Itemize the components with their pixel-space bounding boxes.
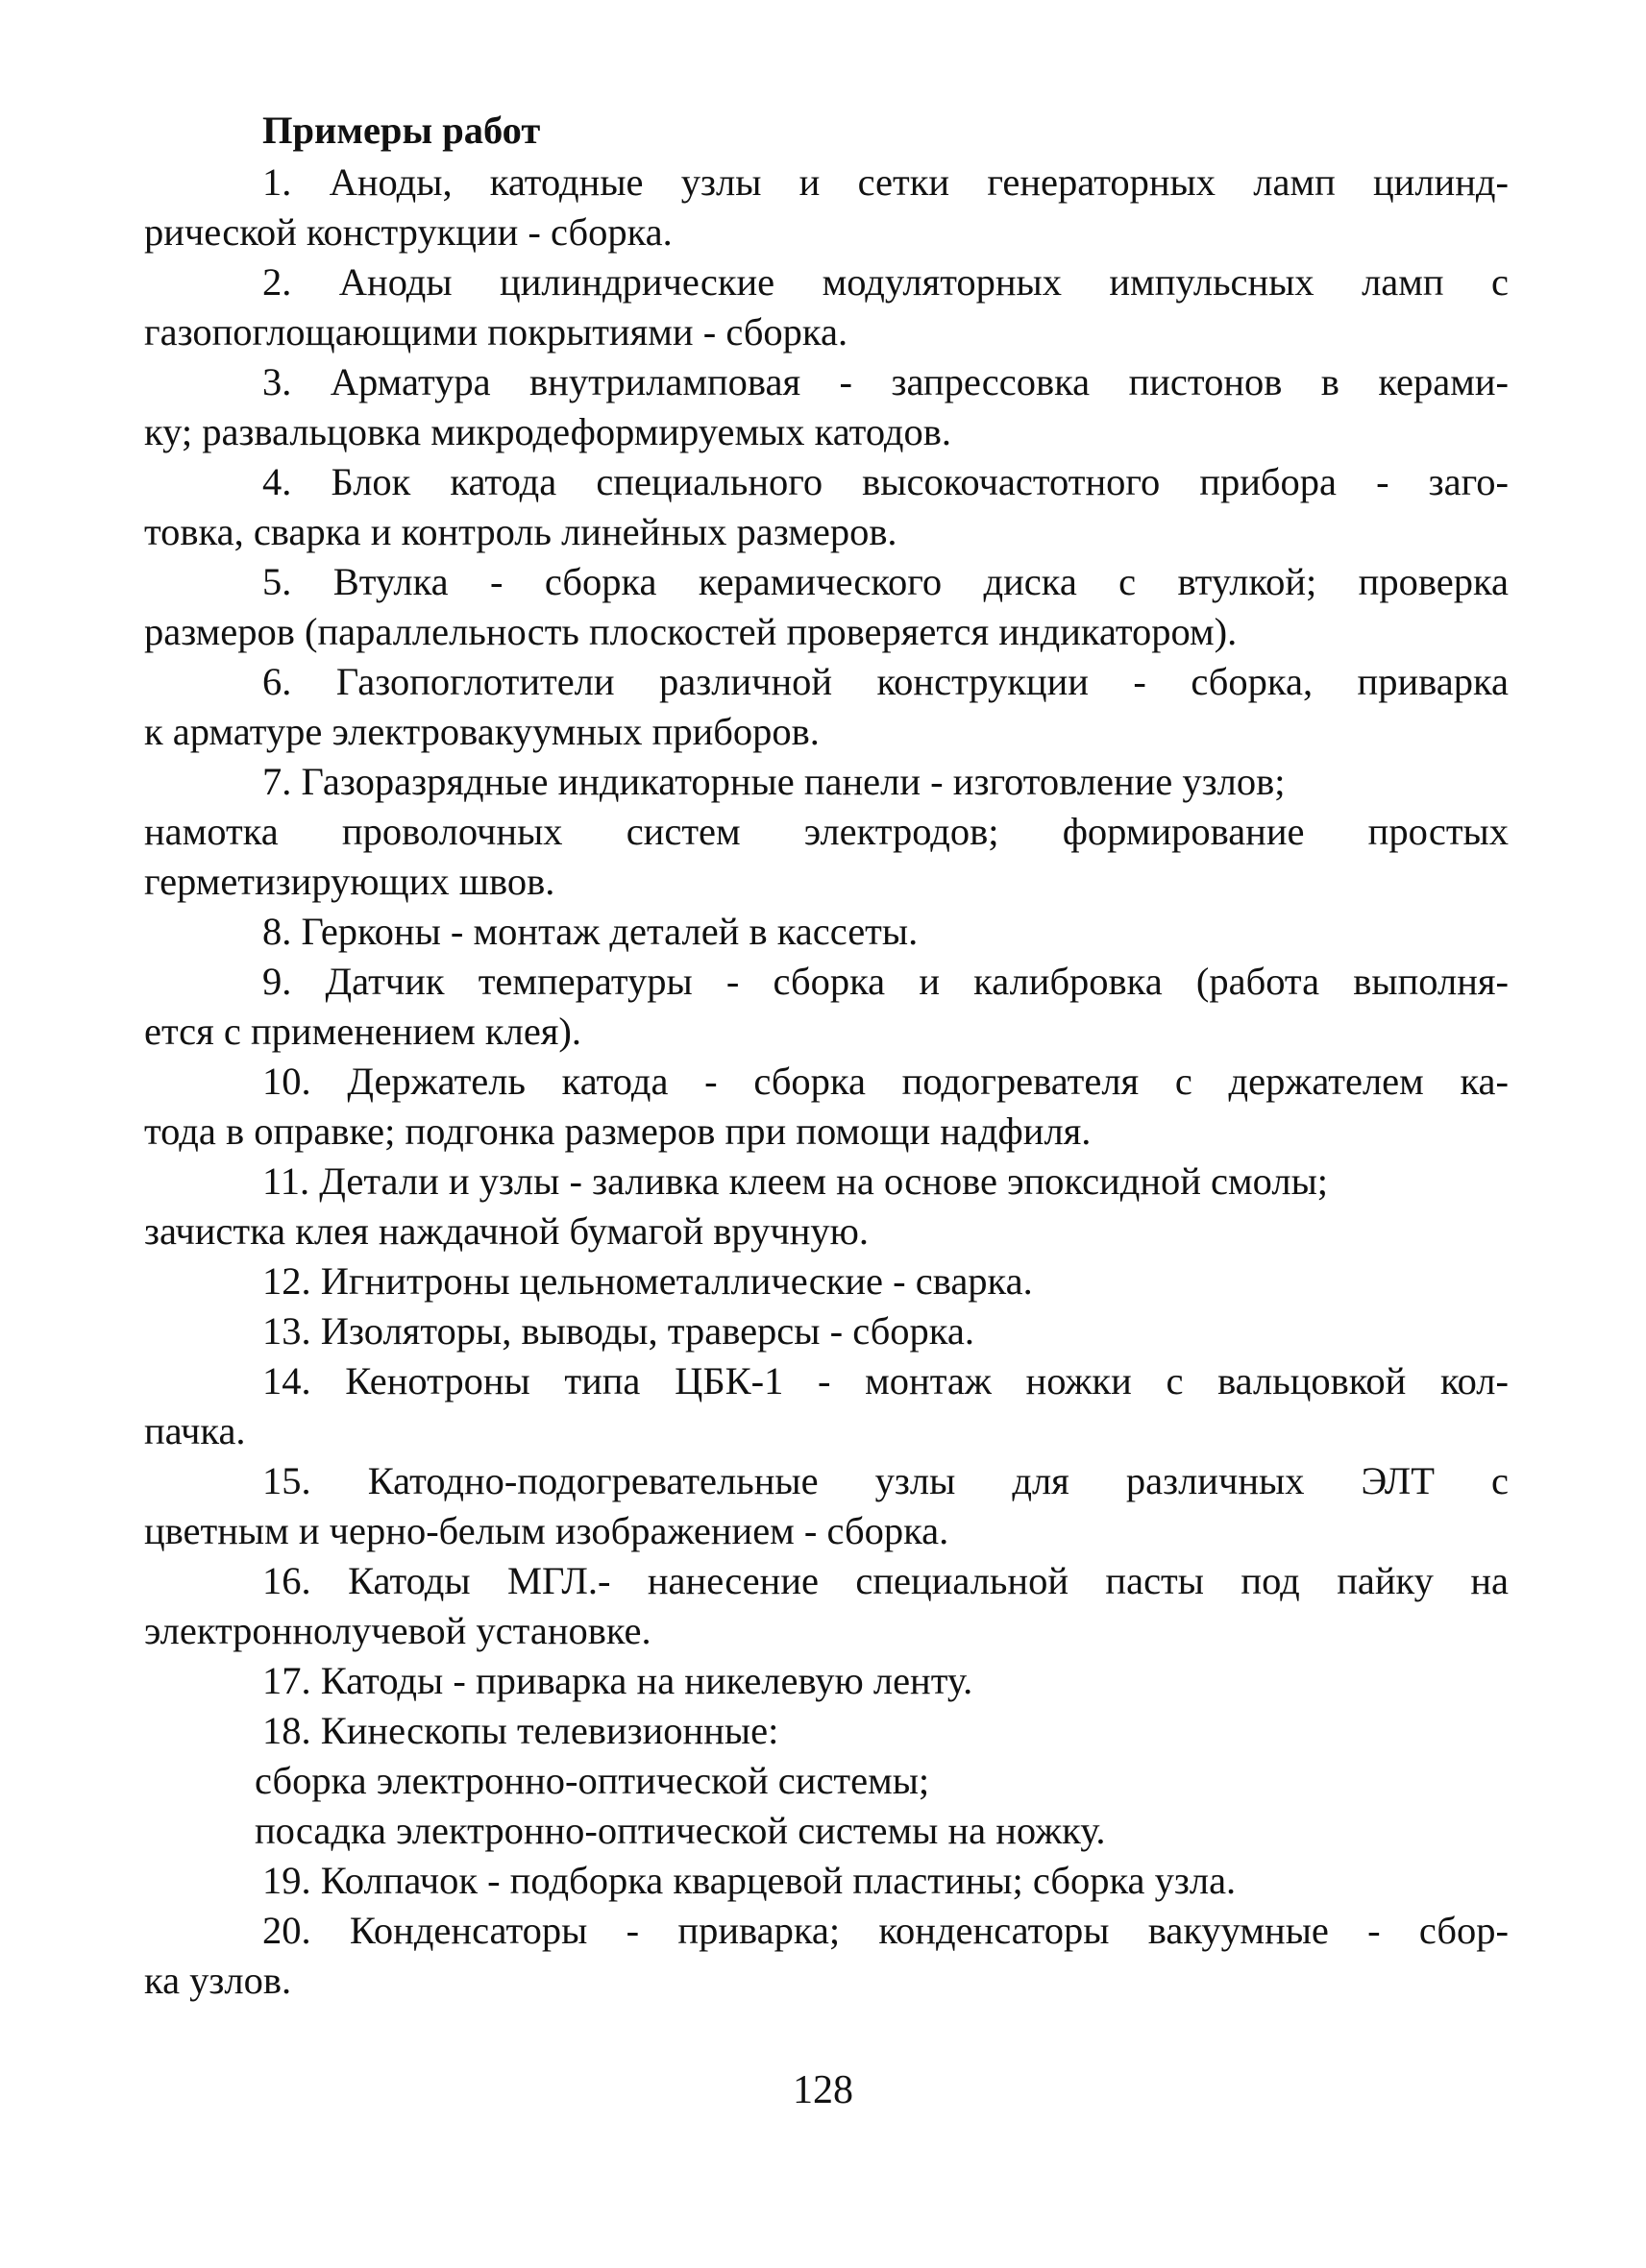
item-first-line: 6. Газопоглотители различной конструкции - сборка, приварка: [262, 660, 1509, 703]
work-example-item: [144, 1306, 1509, 1356]
work-example-item: [144, 257, 1509, 357]
item-sub-line: сборка электронно-оптической системы;: [255, 1759, 930, 1802]
item-first-line: 1. Аноды, катодные узлы и сетки генераторных ламп цилинд-: [262, 160, 1509, 204]
work-example-item: [144, 1656, 1509, 1706]
work-example-item: [144, 1556, 1509, 1656]
page-number: 128: [793, 2068, 853, 2112]
work-example-item: [144, 1157, 1509, 1256]
work-example-item: [144, 1356, 1509, 1456]
work-example-item: [144, 757, 1509, 907]
item-first-line: 19. Колпачок - подборка кварцевой пластины; сборка узла.: [262, 1859, 1237, 1902]
item-sub-line: посадка электронно-оптической системы на ножку.: [255, 1809, 1106, 1852]
item-continuation-line: размеров (параллельность плоскостей проверяется индикатором).: [144, 610, 1238, 653]
item-first-line: 13. Изоляторы, выводы, траверсы - сборка.: [262, 1309, 974, 1353]
work-example-item: [144, 1456, 1509, 1556]
work-example-item: [144, 907, 1509, 957]
item-first-line: 3. Арматура внутриламповая - запрессовка пистонов в керами-: [262, 360, 1509, 403]
item-first-line: 15. Катодно-подогревательные узлы для различных ЭЛТ с: [262, 1459, 1509, 1502]
item-continuation-line: электроннолучевой установке.: [144, 1609, 651, 1652]
item-continuation-line: рической конструкции - сборка.: [144, 210, 673, 254]
item-first-line: 8. Герконы - монтаж деталей в кассеты.: [262, 910, 919, 953]
work-example-item: [144, 1057, 1509, 1157]
item-first-line: 17. Катоды - приварка на никелевую ленту.: [262, 1659, 973, 1702]
work-example-item: [144, 1906, 1509, 2006]
item-first-line: 7. Газоразрядные индикаторные панели - изготовление узлов;: [262, 760, 1286, 803]
item-continuation-line: ку; развальцовка микродеформируемых катодов.: [144, 410, 952, 453]
item-first-line: 18. Кинескопы телевизионные:: [262, 1709, 779, 1752]
work-example-item: [144, 1706, 1509, 1856]
item-first-line: 9. Датчик температуры - сборка и калибровка (работа выполня-: [262, 960, 1509, 1003]
work-example-item: [144, 957, 1509, 1057]
item-first-line: 20. Конденсаторы - приварка; конденсаторы вакуумные - сбор-: [262, 1909, 1509, 1952]
work-example-item: [144, 1856, 1509, 1906]
item-first-line: 4. Блок катода специального высокочастотного прибора - заго-: [262, 460, 1509, 503]
item-continuation-line: ка узлов.: [144, 1959, 292, 2002]
work-example-item: [144, 357, 1509, 457]
item-continuation-line: пачка.: [144, 1409, 246, 1452]
item-continuation-line: цветным и черно-белым изображением - сборка.: [144, 1509, 949, 1552]
item-first-line: 16. Катоды МГЛ.- нанесение специальной пасты под пайку на: [262, 1559, 1509, 1602]
item-first-line: 5. Втулка - сборка керамического диска с втулкой; проверка: [262, 560, 1509, 603]
work-example-item: [144, 1256, 1509, 1306]
item-continuation-line: зачистка клея наждачной бумагой вручную.: [144, 1209, 870, 1253]
item-continuation-line: герметизирующих швов.: [144, 860, 555, 903]
item-continuation-line: ется с применением клея).: [144, 1010, 582, 1053]
document-page: [144, 106, 1509, 2006]
section-heading: Примеры работ: [262, 109, 541, 152]
work-example-item: [144, 158, 1509, 257]
item-first-line: 10. Держатель катода - сборка подогревателя с держателем ка-: [262, 1060, 1509, 1103]
work-examples-list: [144, 158, 1509, 2006]
item-continuation-line: намотка проволочных систем электродов; формирование простых: [144, 810, 1509, 853]
item-continuation-line: товка, сварка и контроль линейных размеров.: [144, 510, 897, 553]
item-first-line: 2. Аноды цилиндрические модуляторных импульсных ламп с: [262, 260, 1509, 304]
work-example-item: [144, 657, 1509, 757]
item-continuation-line: к арматуре электровакуумных приборов.: [144, 710, 820, 753]
work-example-item: [144, 457, 1509, 557]
item-continuation-line: тода в оправке; подгонка размеров при помощи надфиля.: [144, 1110, 1092, 1153]
item-first-line: 14. Кенотроны типа ЦБК-1 - монтаж ножки с вальцовкой кол-: [262, 1359, 1509, 1402]
work-example-item: [144, 557, 1509, 657]
item-first-line: 11. Детали и узлы - заливка клеем на основе эпоксидной смолы;: [262, 1159, 1329, 1203]
item-continuation-line: газопоглощающими покрытиями - сборка.: [144, 310, 848, 354]
item-first-line: 12. Игнитроны цельнометаллические - сварка.: [262, 1259, 1033, 1303]
